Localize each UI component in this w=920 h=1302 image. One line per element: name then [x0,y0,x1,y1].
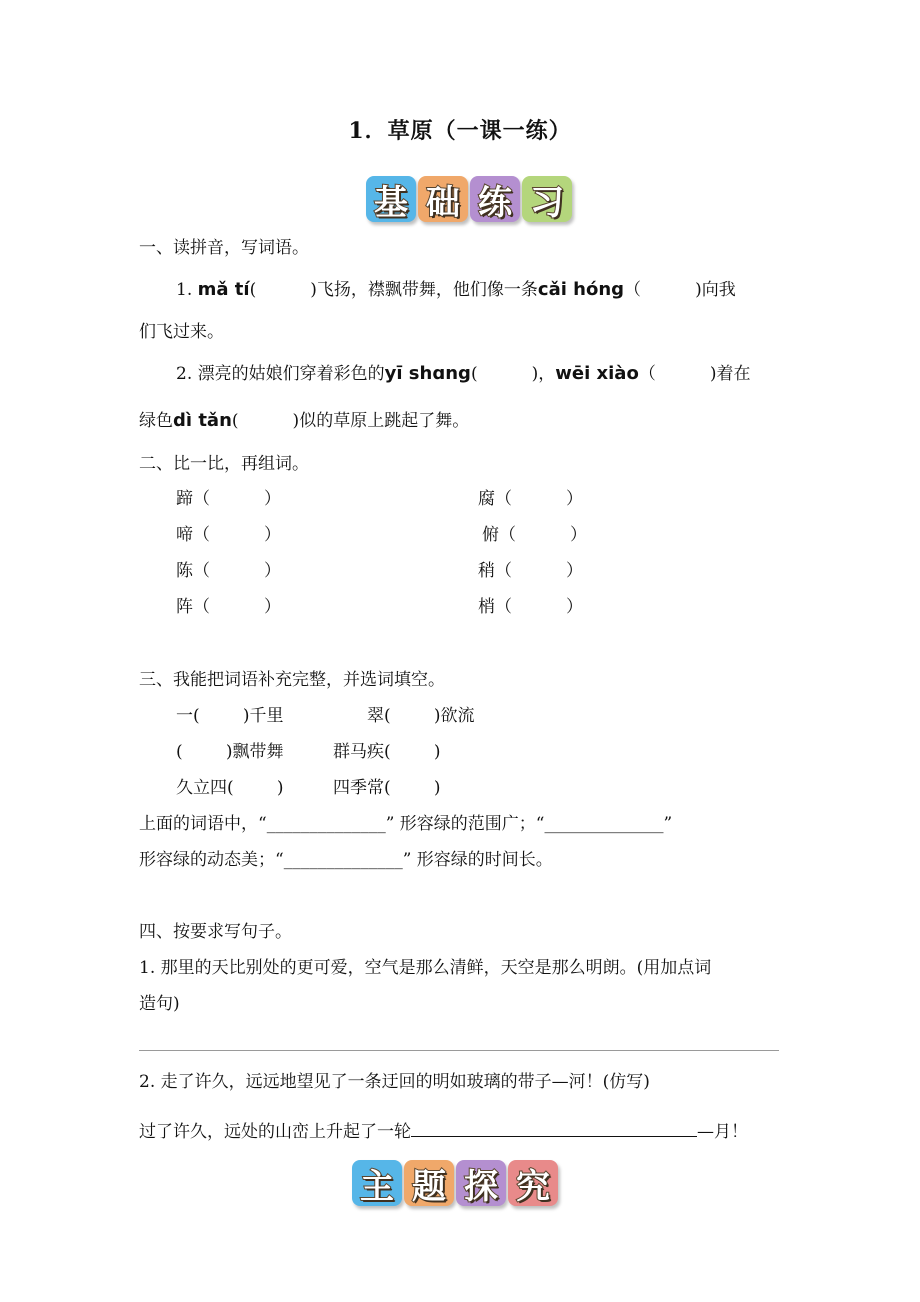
s4-q2-line2 [139,1118,748,1144]
banner-top-char-4: 习 [530,182,564,223]
banner-top-tile-3 [470,176,520,222]
s1-q2-text1: 漂亮的姑娘们穿着彩色的 [197,364,385,384]
page-title: 1．草原（一课一练） [348,118,572,144]
idiom-2-2: 群马疾( ) [333,742,441,762]
banner-top-char-1: 基 [374,182,408,223]
s1-q2-num: 2. [176,364,193,384]
compare-left-2: 啼（ ） [176,525,282,545]
section-2-heading: 二、比一比，再组词。 [139,454,309,474]
pinyin-wei-xiao: wēi xiào [555,363,639,384]
s1-q2-text5: ( )似的草原上跳起了舞。 [231,411,470,431]
s4-q1-line2: 造句) [139,994,180,1014]
s1-q2-line1 [176,362,751,386]
idiom-1-2: 翠( )欲流 [367,706,475,726]
banner-bottom-tile-2 [404,1160,454,1206]
idiom-3-2: 四季常( ) [333,778,441,798]
compare-left-4: 阵（ ） [176,597,282,617]
banner-bottom-char-1: 主 [360,1166,394,1207]
idiom-1-1: 一( )千里 [176,706,284,726]
section-4-heading: 四、按要求写句子。 [139,922,292,942]
compare-right-4: 梢（ ） [478,597,584,617]
s1-q1-num: 1. [176,280,193,300]
s4-q2-line1: 2. 走了许久，远远地望见了一条迂回的明如玻璃的带子—河！(仿写) [139,1072,650,1092]
section-3-heading: 三、我能把词语补充完整，并选词填空。 [139,670,445,690]
banner-bottom-char-4: 究 [516,1166,550,1207]
pinyin-cai-hong: cǎi hóng [537,279,625,300]
banner-bottom-tile-4 [508,1160,558,1206]
banner-bottom-char-3: 探 [464,1166,498,1207]
fill-blank [411,1118,697,1137]
banner-top-char-3: 练 [478,182,512,223]
s1-q1-text1: ( )飞扬，襟飘带舞，他们像一条 [249,280,538,300]
s1-q1-text2: （ )向我 [624,280,736,300]
fill-line-1: 上面的词语中，“______________” 形容绿的范围广；“______________” [139,814,673,834]
compare-right-3: 稍（ ） [478,561,584,581]
banner-basic-practice [366,176,572,222]
s1-q2-text4: 绿色 [139,411,173,431]
idiom-3-1: 久立四( ) [176,778,284,798]
s4-q2-text2: —月！ [697,1122,748,1142]
compare-left-3: 陈（ ） [176,561,282,581]
s4-q1-line1: 1. 那里的天比别处的更可爱，空气是那么清鲜，天空是那么明朗。(用加点词 [139,958,712,978]
banner-bottom-tile-1 [352,1160,402,1206]
banner-top-tile-2 [418,176,468,222]
compare-left-1: 蹄（ ） [176,489,282,509]
banner-theme-explore [352,1160,558,1206]
banner-bottom-tile-3 [456,1160,506,1206]
s1-q1-line1 [176,278,736,302]
s4-q2-text1: 过了许久，远处的山峦上升起了一轮 [139,1122,411,1142]
s1-q1-line2: 们飞过来。 [139,322,224,342]
pinyin-ma-ti: mǎ tí [197,279,250,300]
s1-q2-text3: （ )着在 [638,364,751,384]
compare-right-1: 腐（ ） [478,489,584,509]
fill-line-2: 形容绿的动态美；“______________” 形容绿的时间长。 [139,850,553,870]
banner-top-tile-1 [366,176,416,222]
banner-bottom-char-2: 题 [412,1166,446,1207]
compare-right-2: 俯（ ） [482,525,588,545]
section-1-heading: 一、读拼音，写词语。 [139,238,309,258]
s1-q2-line2 [139,409,469,433]
banner-top-char-2: 础 [426,182,460,223]
s1-q2-text2: ( )， [470,364,556,384]
banner-top-tile-4 [522,176,572,222]
idiom-2-1: ( )飘带舞 [176,742,284,762]
pinyin-yi-shang: yī shɑng [384,363,471,384]
pinyin-di-tan: dì tǎn [173,410,232,431]
answer-line [139,1050,779,1051]
